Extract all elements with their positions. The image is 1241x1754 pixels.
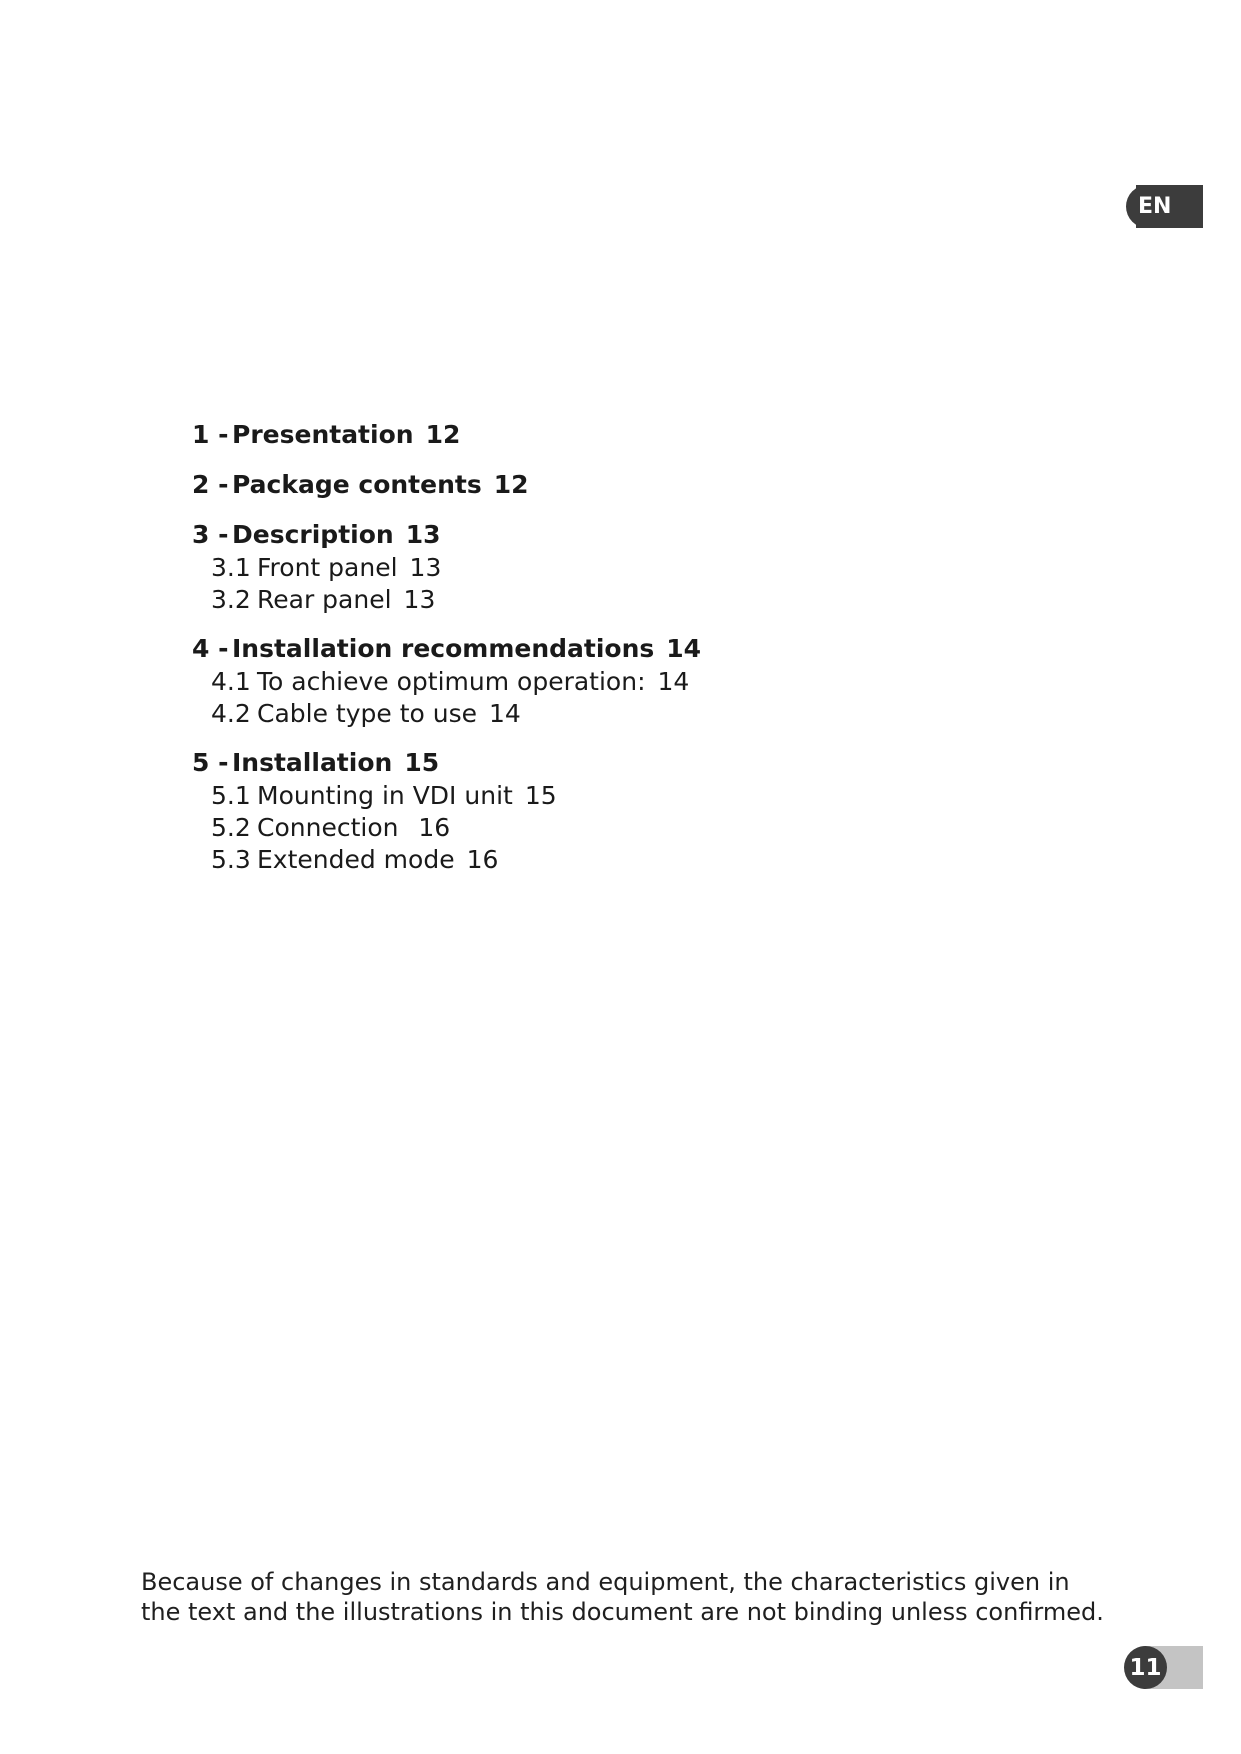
- toc-entry-number: 4 -: [192, 634, 229, 663]
- toc-subentry-rear-panel[interactable]: [192, 584, 701, 616]
- language-tab: [1126, 185, 1203, 228]
- toc-subentry-title: Rear panel: [257, 585, 392, 614]
- toc-subentry-number: 5.1: [211, 781, 251, 810]
- toc-subentry-number: 5.2: [211, 813, 251, 842]
- toc-entry-number: 2 -: [192, 470, 229, 499]
- toc-section-3: [192, 518, 701, 616]
- toc-subentry-title: Extended mode: [257, 845, 455, 874]
- toc-subentry-number: 4.1: [211, 667, 251, 696]
- toc-subentry-page: 14: [489, 699, 521, 728]
- toc-subentry-number: 4.2: [211, 699, 251, 728]
- toc-entry-number: 3 -: [192, 520, 229, 549]
- toc-entry-description[interactable]: [192, 518, 701, 552]
- toc-entry-installation[interactable]: [192, 746, 701, 780]
- toc-subentry-number: 5.3: [211, 845, 251, 874]
- toc-section-2: [192, 468, 701, 502]
- toc-entry-installation-recommendations[interactable]: [192, 632, 701, 666]
- page-number-tab: [1124, 1646, 1203, 1689]
- toc-section-4: [192, 632, 701, 730]
- toc-entry-presentation[interactable]: [192, 418, 701, 452]
- toc-section-1: [192, 418, 701, 452]
- toc-section-5: [192, 746, 701, 876]
- toc-entry-title: Installation: [232, 748, 393, 777]
- toc-entry-page: 13: [405, 520, 441, 549]
- toc-entry-package-contents[interactable]: [192, 468, 701, 502]
- language-label: EN: [1138, 194, 1172, 219]
- toc-subentry-page: 16: [418, 813, 451, 842]
- toc-subentry-title: Cable type to use: [257, 699, 478, 728]
- toc-subentry-mounting[interactable]: [192, 780, 701, 812]
- toc-subentry-extended-mode[interactable]: [192, 844, 701, 876]
- toc-subentry-title: Connection: [257, 813, 407, 842]
- toc-entry-title: Installation recommendations: [232, 634, 655, 663]
- toc-subentry-number: 3.1: [211, 553, 251, 582]
- toc-subentry-page: 15: [524, 781, 557, 810]
- toc-subentry-front-panel[interactable]: [192, 552, 701, 584]
- toc-subentry-page: 16: [466, 845, 499, 874]
- page-number: 11: [1124, 1646, 1167, 1689]
- toc-entry-page: 12: [425, 420, 461, 449]
- toc-entry-number: 1 -: [192, 420, 229, 449]
- toc-subentry-title: Mounting in VDI unit: [257, 781, 513, 810]
- toc-subentry-connection[interactable]: [192, 812, 701, 844]
- toc-entry-page: 12: [493, 470, 529, 499]
- toc-entry-title: Package contents: [232, 470, 482, 499]
- toc-entry-page: 15: [404, 748, 440, 777]
- toc-subentry-title: Front panel: [257, 553, 398, 582]
- toc-subentry-cable-type[interactable]: [192, 698, 701, 730]
- toc-subentry-number: 3.2: [211, 585, 251, 614]
- toc-entry-title: Presentation: [232, 420, 414, 449]
- disclaimer-text: Because of changes in standards and equipment, the characteristics given in the text and the illustrations in this document are not binding unless confirmed.: [141, 1568, 1104, 1626]
- toc-subentry-title: To achieve optimum operation:: [257, 667, 646, 696]
- toc-subentry-page: 14: [657, 667, 690, 696]
- toc-subentry-page: 13: [403, 585, 436, 614]
- toc-entry-page: 14: [666, 634, 702, 663]
- toc-subentry-optimum-operation[interactable]: [192, 666, 701, 698]
- toc-entry-title: Description: [232, 520, 394, 549]
- toc-subentry-page: 13: [409, 553, 442, 582]
- toc-entry-number: 5 -: [192, 748, 229, 777]
- table-of-contents: [192, 418, 701, 892]
